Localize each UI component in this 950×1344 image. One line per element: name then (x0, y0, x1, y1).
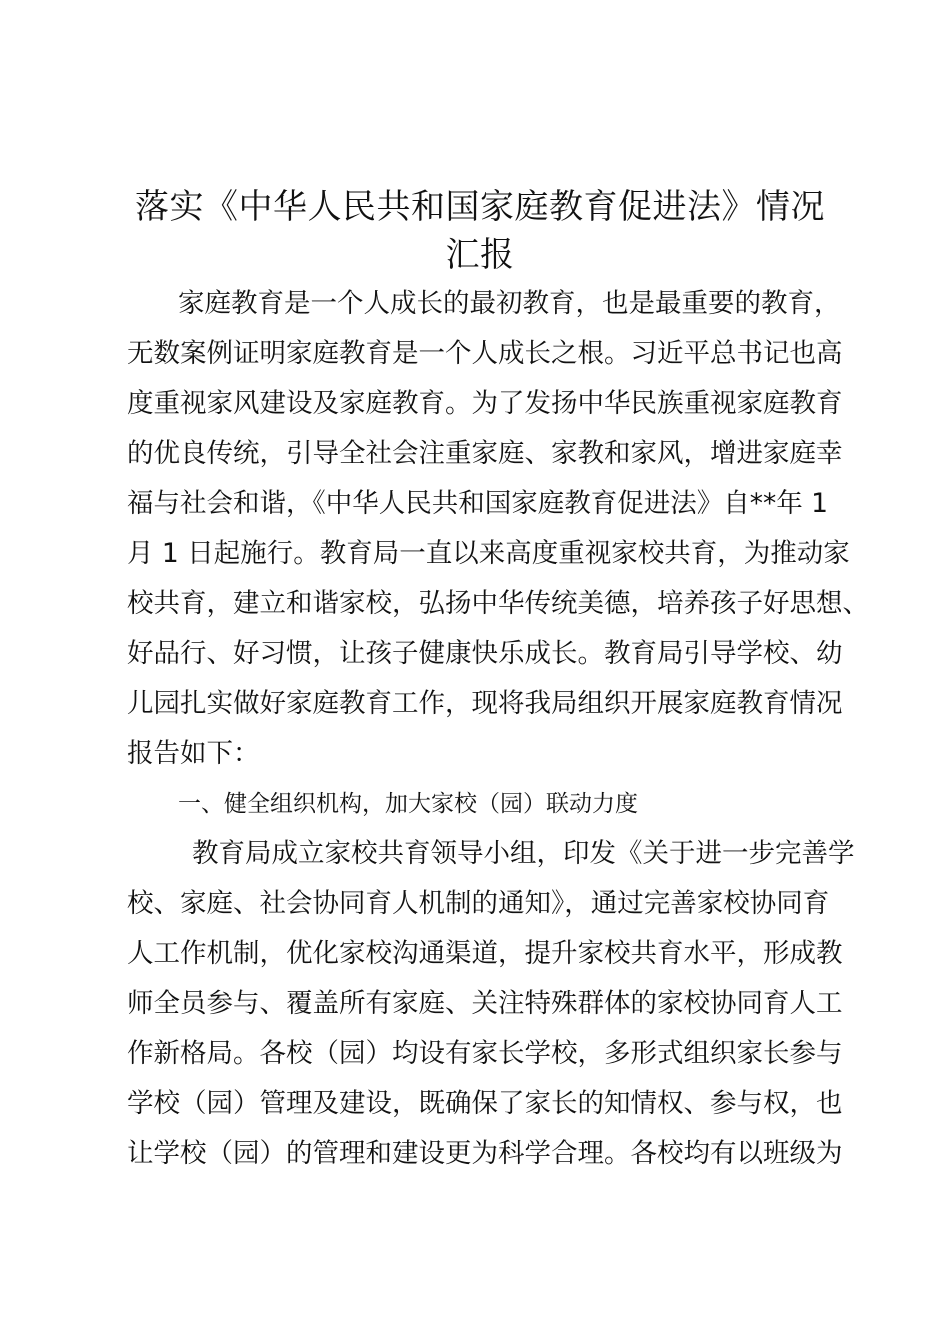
intro-line-5: 福与社会和谐，《中华人民共和国家庭教育促进法》自**年 1 (127, 488, 829, 519)
intro-line-9: 儿园扎实做好家庭教育工作，现将我局组织开展家庭教育情况 (127, 688, 843, 719)
intro-line-8: 好品行、好习惯，让孩子健康快乐成长。教育局引导学校、幼 (127, 638, 843, 669)
document-title (125, 183, 835, 279)
section-1-line-6: 学校（园）管理及建设，既确保了家长的知情权、参与权，也 (127, 1088, 843, 1119)
intro-line-6: 月 1 日起施行。教育局一直以来高度重视家校共育，为推动家 (127, 538, 850, 569)
section-1-line-2: 校、家庭、社会协同育人机制的通知》，通过完善家校协同育 (127, 888, 830, 919)
section-1-heading: 一、健全组织机构，加大家校（园）联动力度 (178, 791, 638, 817)
intro-line-2: 无数案例证明家庭教育是一个人成长之根。习近平总书记也高 (127, 338, 843, 369)
section-1-line-3: 人工作机制，优化家校沟通渠道，提升家校共育水平，形成教 (127, 938, 843, 969)
title-line-2: 汇报 (445, 235, 515, 275)
section-1-line-1: 教育局成立家校共育领导小组，印发《关于进一步完善学 (192, 838, 855, 869)
intro-line-1: 家庭教育是一个人成长的最初教育，也是最重要的教育， (178, 288, 841, 319)
section-1-line-4: 师全员参与、覆盖所有家庭、关注特殊群体的家校协同育人工 (127, 988, 843, 1019)
section-1-line-5: 作新格局。各校（园）均设有家长学校，多形式组织家长参与 (127, 1038, 843, 1069)
title-line-1: 落实《中华人民共和国家庭教育促进法》情况 (135, 187, 825, 227)
section-1-line-7: 让学校（园）的管理和建设更为科学合理。各校均有以班级为 (127, 1138, 843, 1169)
intro-line-7: 校共育，建立和谐家校，弘扬中华传统美德，培养孩子好思想、 (127, 588, 869, 619)
intro-line-10: 报告如下： (127, 738, 260, 769)
intro-line-3: 度重视家风建设及家庭教育。为了发扬中华民族重视家庭教育 (127, 388, 843, 419)
intro-line-4: 的优良传统，引导全社会注重家庭、家教和家风，增进家庭幸 (127, 438, 843, 469)
